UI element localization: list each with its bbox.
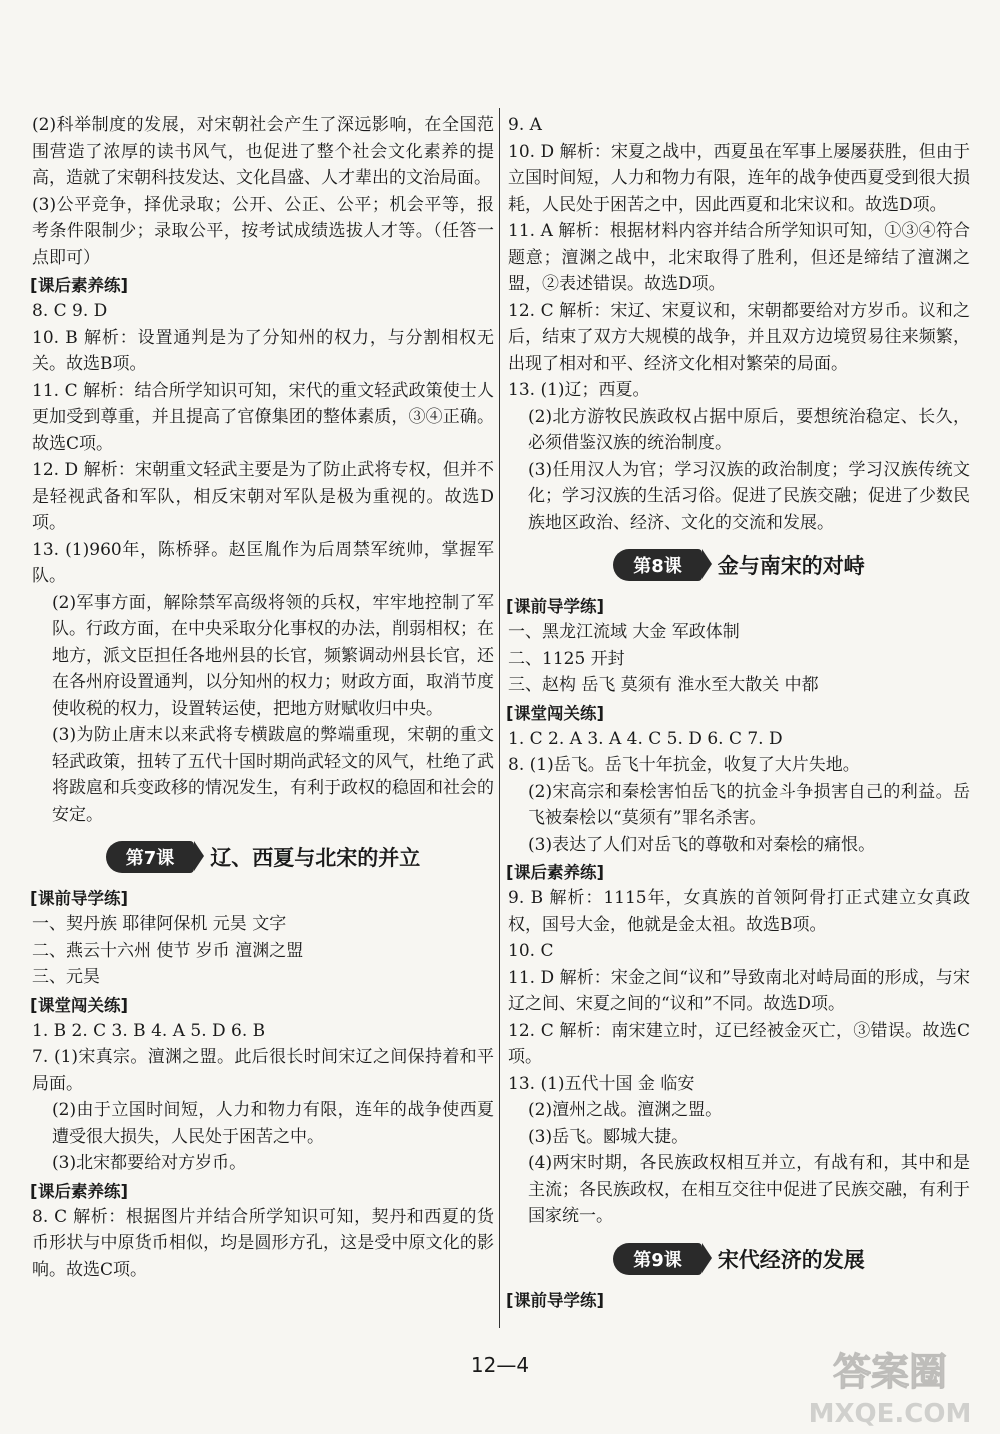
answer-line: (3)任用汉人为官；学习汉族的政治制度；学习汉族传统文化；学习汉族的生活习俗。促进了民族交融；促进了少数民族地区政治、经济、文化的交流和发展。 [528,459,970,533]
answer-line: 13. (1)辽；西夏。 [508,380,650,400]
answer-line: 二、燕云十六州 使节 岁币 澶渊之盟 [32,940,304,961]
answer-line: 11. A 解析：根据材料内容并结合所学知识可知，①③④符合题意；澶渊之战中，北宋取得了胜利，但还是缔结了澶渊之盟，②表述错误。故选D项。 [508,221,970,294]
answer-line: 8. C 解析：根据图片并结合所学知识可知，契丹和西夏的货币形状与中原货币相似，均是圆形方孔，这是受中原文化的影响。故选C项。 [32,1206,494,1280]
section-heading: [ 课前导学练 ] [508,594,970,619]
answer-line: 1. C 2. A 3. A 4. C 5. D 6. C 7. D [508,728,783,749]
watermark-logo [790,1340,990,1430]
lesson-title: 辽、西夏与北宋的并立 [210,846,421,870]
left-column [32,112,494,1283]
answer-line: (2)军事方面，解除禁军高级将领的兵权，牢牢地控制了军队。行政方面，在中央采取分化事权的办法，削弱相权；在地方，派文臣担任各地州县的长官，频繁调动州县长官，还在各州府设置通判，以分知州的权力；财政方面，取消节度使收税的权力，设置转运使，把地方财赋收归中央。 [52,592,494,719]
lesson-title: 宋代经济的发展 [717,1247,865,1272]
answer-line: 二、1125 开封 [508,648,625,669]
answer-paragraph: (3)公平竞争，择优录取；公开、公正、公平；机会平等，报考条件限制少；录取公平，按考试成绩选拔人才等。（任答一点即可） [32,194,494,268]
section-heading: [ 课堂闯关练 ] [32,993,494,1018]
section-heading: [ 课后素养练 ] [508,860,970,885]
answer-line: 10. D 解析：宋夏之战中，西夏虽在军事上屡屡获胜，但由于立国时间短，人力和物力有限，连年的战争使西夏受到很大损耗，人民处于困苦之中，因此西夏和北宋议和。故选D项。 [508,141,970,215]
answer-line: 13. (1)960年，陈桥驿。赵匡胤作为后周禁军统帅，掌握军队。 [32,539,494,586]
answer-line: (3)为防止唐末以来武将专横跋扈的弊端重现，宋朝的重文轻武政策，扭转了五代十国时期尚武轻文的风气，杜绝了武将跋扈和兵变政移的情况发生，有利于政权的稳固和社会的安定。 [52,725,494,825]
answer-line: 9. A [508,115,542,135]
answer-line: 10. B 解析：设置通判是为了分知州的权力，与分割相权无关。故选B项。 [32,327,494,374]
answer-line: 12. C 解析：南宋建立时，辽已经被金灭亡，③错误。故选C项。 [508,1020,970,1067]
answer-line: (4)两宋时期，各民族政权相互并立，有战有和，其中和是主流；各民族政权，在相互交往中促进了民族交融，有利于国家统一。 [528,1153,970,1226]
answer-line: (3)北宋都要给对方岁币。 [52,1153,247,1173]
answer-line: 三、赵构 岳飞 莫须有 淮水至大散关 中都 [508,675,819,695]
section-heading: [ 课后素养练 ] [32,1179,494,1204]
section-heading: [ 课前导学练 ] [32,886,494,911]
section-heading: [ 课前导学练 ] [508,1288,970,1313]
answer-line: (2)北方游牧民族政权占据中原后，要想统治稳定、长久，必须借鉴汉族的统治制度。 [528,406,970,453]
lesson-header [508,542,970,588]
lesson-tag: 第7课 [106,841,195,873]
answer-line: 7. (1)宋真宗。澶渊之盟。此后很长时间宋辽之间保持着和平局面。 [32,1047,494,1094]
answer-line: (2)宋高宗和秦桧害怕岳飞的抗金斗争损害自己的利益。岳飞被秦桧以“莫须有”罪名杀害。 [528,781,970,828]
answer-line: 10. C [508,941,554,961]
answer-line: 9. B 解析：1115年，女真族的首领阿骨打正式建立女真政权，国号大金，他就是金太祖。故选B项。 [508,888,970,935]
lesson-tag: 第9课 [613,1243,702,1275]
page-number: 12—4 [470,1353,530,1377]
answer-line: 11. D 解析：宋金之间“议和”导致南北对峙局面的形成，与宋辽之间、宋夏之间的“议和”不同。故选D项。 [508,967,970,1014]
watermark-url: MXQE.COM [808,1399,972,1429]
answer-line: 1. B 2. C 3. B 4. A 5. D 6. B [32,1020,266,1041]
column-divider [499,108,500,1328]
answer-line: 8. C 9. D [32,301,108,321]
lesson-header [508,1236,970,1282]
answer-line: 12. C 解析：宋辽、宋夏议和，宋朝都要给对方岁币。议和之后，结束了双方大规模的战争，并且双方边境贸易往来频繁，出现了相对和平、经济文化相对繁荣的局面。 [508,300,970,374]
answer-line: (2)由于立国时间短，人力和物力有限，连年的战争使西夏遭受很大损失，人民处于困苦之中。 [52,1100,494,1147]
right-column [508,112,970,1313]
section-heading: [ 课后素养练 ] [32,273,494,298]
answer-line: (3)岳飞。郾城大捷。 [528,1126,689,1147]
answer-line: 13. (1)五代十国 金 临安 [508,1073,695,1094]
answer-line: (2)澶州之战。澶渊之盟。 [528,1100,723,1120]
answer-line: 一、黑龙江流域 大金 军政体制 [508,622,740,642]
watermark-text: 答案圈 [832,1350,948,1394]
answer-line: 一、契丹族 耶律阿保机 元昊 文字 [32,914,287,934]
answer-line: 12. D 解析：宋朝重文轻武主要是为了防止武将专权，但并不是轻视武备和军队，相反宋朝对军队是极为重视的。故选D项。 [32,460,494,533]
lesson-header [32,834,494,880]
lesson-tag: 第8课 [613,549,702,581]
answer-line: 8. (1)岳飞。岳飞十年抗金，收复了大片失地。 [508,755,860,775]
answer-paragraph: (2)科举制度的发展，对宋朝社会产生了深远影响，在全国范围营造了浓厚的读书风气，也促进了整个社会文化素养的提高，造就了宋朝科技发达、文化昌盛、人才辈出的文治局面。 [32,115,494,188]
section-heading: [ 课堂闯关练 ] [508,701,970,726]
answer-line: 三、元昊 [32,967,100,987]
answer-line: 11. C 解析：结合所学知识可知，宋代的重文轻武政策使士人更加受到尊重，并且提高了官僚集团的整体素质，③④正确。故选C项。 [32,380,494,454]
lesson-title: 金与南宋的对峙 [717,554,865,578]
answer-line: (3)表达了人们对岳飞的尊敬和对秦桧的痛恨。 [528,834,876,855]
